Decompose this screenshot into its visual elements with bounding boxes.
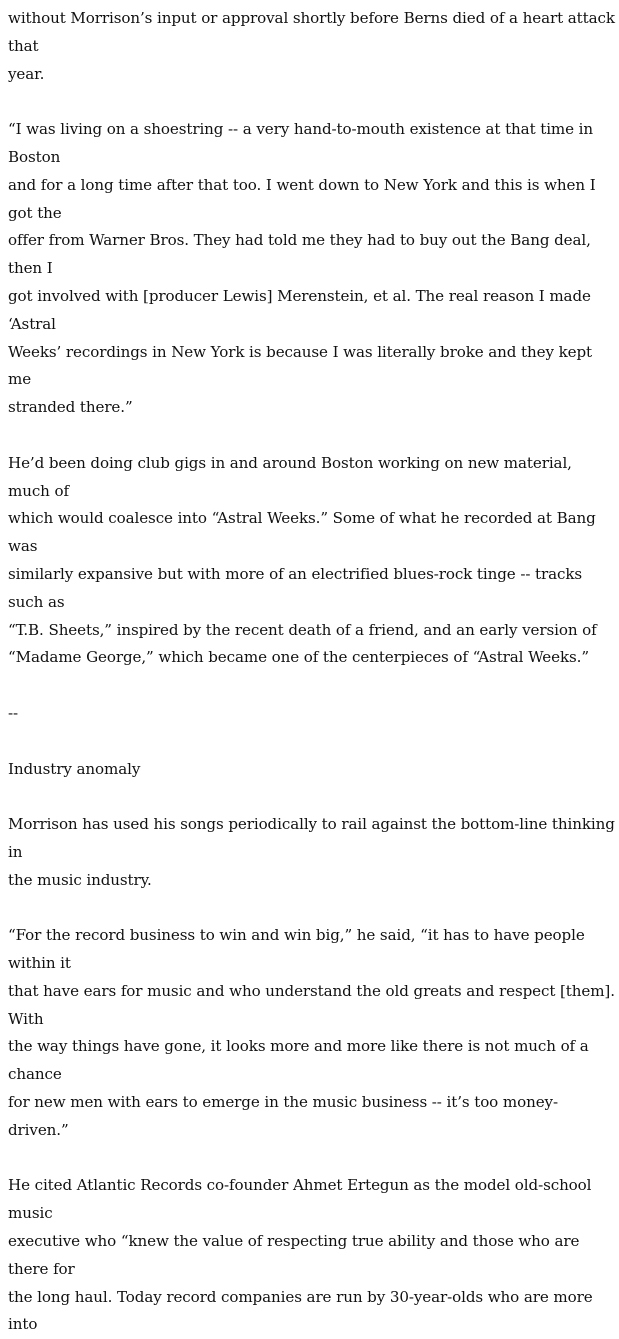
section-subhead [8,756,616,784]
paragraph-quote-shoestring [8,116,616,422]
text-line: that have ears for music and who understand the old greats and respect [them]. With [8,981,615,1028]
text-line: “For the record business to win and win big,” he said, “it has to have people within it [8,926,585,973]
text-line: the music industry. [8,870,152,889]
paragraph-club-gigs [8,450,616,672]
text-line: for new men with ears to emerge in the music business -- it’s too money-driven.” [8,1093,558,1139]
text-line: which would coalesce into “Astral Weeks.” Some of what he recorded at Bang was [8,509,596,556]
text-line: without Morrison’s input or approval shortly before Berns died of a heart attack that [8,9,615,55]
text-line: Weeks’ recordings in New York is because I was literally broke and they kept me [8,342,593,389]
text-line: “I was living on a shoestring -- a very hand-to-mouth existence at that time in Boston [8,120,594,166]
text-line: Morrison has used his songs periodically to rail against the bottom-line thinking in [8,815,615,861]
paragraph-spacer [8,783,616,811]
paragraph-ertegun [8,1172,616,1339]
paragraph-bottom-line [8,811,616,894]
text-line: executive who “knew the value of respecting true ability and those who are there for [8,1232,580,1278]
subhead-text: Industry anomaly [8,759,141,778]
text-line: He cited Atlantic Records co-founder Ahmet Ertegun as the model old-school music [8,1176,592,1223]
text-line: and for a long time after that too. I went down to New York and this is when I got the [8,175,596,222]
text-line: year. [8,64,45,83]
paragraph-spacer [8,728,616,756]
text-line: offer from Warner Bros. They had told me they had to buy out the Bang deal, then I [8,231,591,278]
text-line: similarly expansive but with more of an electrified blues-rock tinge -- tracks such as [8,564,583,611]
text-line: “T.B. Sheets,” inspired by the recent death of a friend, and an early version of [8,620,597,639]
article-body [8,5,616,1339]
text-line: the way things have gone, it looks more and more like there is not much of a chance [8,1037,589,1084]
text-line: stranded there.” [8,398,133,417]
text-line: He’d been doing club gigs in and around Boston working on new material, much of [8,453,572,500]
text-line: got involved with [producer Lewis] Merenstein, et al. The real reason I made ‘Astral [8,286,591,333]
separator-mark: -- [8,703,19,722]
paragraph-spacer [8,1145,616,1173]
paragraph-spacer [8,672,616,700]
text-line: the long haul. Today record companies are run by 30-year-olds who are more into [8,1287,593,1334]
paragraph-spacer [8,422,616,450]
text-line: “Madame George,” which became one of the centerpieces of “Astral Weeks.” [8,648,589,667]
paragraph-continuation [8,5,616,88]
paragraph-spacer [8,88,616,116]
section-separator [8,700,616,728]
paragraph-quote-record-business [8,922,616,1144]
paragraph-spacer [8,895,616,923]
